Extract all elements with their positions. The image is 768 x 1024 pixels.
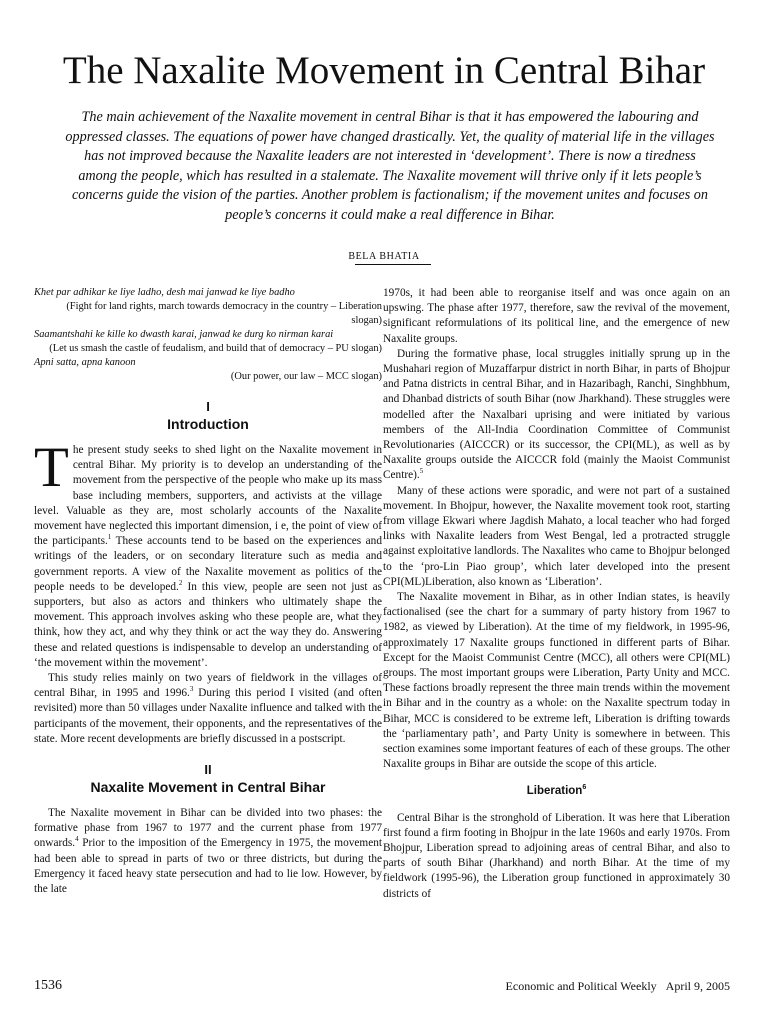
- epigraph-translation: (Let us smash the castle of feudalism, and build that of democracy – PU slogan): [49, 343, 382, 354]
- footnote-ref: 4: [75, 835, 79, 844]
- footnote-ref: 5: [419, 467, 424, 476]
- abstract: The main achievement of the Naxalite movement in central Bihar is that it has empowered the labouring and oppressed classes. The equations of power have changed drastically. Yet, the quality of material life in the villages has not improved because the Naxalite leaders are not interested in ‘development’. There is now a tiredness among the people, which has resulted in a stalemate. The Naxalite movement will thrive only if it lets people’s concerns guide the vision of the parties. Another problem is factionalism; if the movement unites and focuses on people’s concerns it could make a real difference in Bihar.: [65, 109, 715, 223]
- paragraph: During the formative phase, local struggles initially sprung up in the Mushahari region of Muzaffarpur district in north Bihar, in parts of Bhojpur and Patna districts in central Bihar, and in Hazaribagh, Ranchi, Singhbhum, and Dhanbad districts of south Bihar (now Jharkhand). These struggles were modelled after the Naxalbari uprising and were initiated by various members of the All-India Coordination Committee of Communist Revolutionaries (AICCCR) or its successor, the CPI(ML), as well as by Naxalite groups outside the AICCCR fold (mainly the Maoist Communist Centre).$^5$: [383, 347, 730, 482]
- right-column: [383, 286, 730, 902]
- footnote-ref: 2: [178, 579, 183, 588]
- left-column: [34, 286, 382, 897]
- author-underline: [355, 264, 431, 265]
- article-title: The Naxalite Movement in Central Bihar: [62, 49, 706, 92]
- epigraph-translation: (Our power, our law – MCC slogan): [230, 371, 382, 382]
- paragraph: The present study seeks to shed light on the Naxalite movement in central Bihar. My priority is to develop an understanding of the movement from the perspective of the people who make up its mass base including members, supporters, and activists at the village level. Valuable as they are, most scholarly accounts of the Naxalite movement have neglected this important dimension, i e, the point of view of the participants.$^1$ These accounts tend to be based on the experiences and writings of the leaders, or on secondary literature such as media and government reports. A view of the Naxalite movement as politics of the people needs to be developed.$^2$ In this view, people are seen not just as supporters, but also as actors and thinkers who ultimately shape the movement. This approach involves asking who these people are, what they think, how they act, and why they think or act the way they do. Answering these and related questions is indispensable to develop an understanding of ‘the movement within the movement’.: [34, 436, 383, 669]
- journal-name: Economic and Political Weekly: [505, 979, 657, 993]
- paragraph: Central Bihar is the stronghold of Liberation. It was here that Liberation first found a firm footing in Bhojpur in the late 1960s and early 1970s. From Bhojpur, Liberation spread to adjoining areas of central Bihar, and also to parts of south Bihar (Jharkhand) and north Bihar. At the time of my fieldwork (1995-96), the Liberation group functioned in approximately 30 districts of: [383, 811, 730, 900]
- section-number: I: [206, 399, 210, 414]
- epigraph-slogan: Khet par adhikar ke liye ladho, desh mai janwad ke liye badho: [34, 287, 295, 298]
- author-name: BELA BHATIA: [348, 251, 420, 262]
- footnote-ref: 3: [189, 685, 194, 694]
- epigraph: [34, 286, 382, 384]
- epigraph-slogan: Saamantshahi ke kille ko dwasth karai, janwad ke durg ko nirman karai: [34, 329, 334, 340]
- epigraph-translation: (Fight for land rights, march towards democracy in the country – Liberation slogan): [66, 301, 382, 326]
- journal-footer: [506, 978, 730, 994]
- section-number: II: [204, 762, 212, 778]
- paragraph: This study relies mainly on two years of fieldwork in the villages of central Bihar, in 1995 and 1996.$^3$ During this period I visited (and often revisited) more than 50 villages under Naxalite influence and talked with the participants of the movement, their opponents, and the representatives of the state. More recent developments are briefly discussed in a postscript.: [34, 672, 382, 745]
- section-heading: Naxalite Movement in Central Bihar: [90, 779, 326, 796]
- paragraph: The Naxalite movement in Bihar can be divided into two phases: the formative phase from 1967 to 1977 and the current phase from 1977 onwards.$^4$ Prior to the imposition of the Emergency in 1975, the movement had been able to spread in parts of two or three districts, but during the Emergency it faced heavy state persecution and had to lie low. However, by the late: [34, 807, 382, 896]
- paragraph: The Naxalite movement in Bihar, as in other Indian states, is heavily factionalised (see the chart for a summary of party history from 1967 to 1982, as viewed by Liberation). At the time of my fieldwork, in 1995-96, approximately 17 Naxalite groups functioned in different parts of Bihar. Except for the Maoist Communist Centre (MCC), all others were CPI(ML) groups. The most important groups were Liberation, Party Unity and MCC. These factions broadly represent the three main trends within the movement in Bihar and in the country as a whole: on the Naxalite spectrum today in Bihar, MCC is considered to be extreme left, Liberation is drifting towards the ‘parliamentary path’, and Party Unity is somewhere in between. This section examines some important features of each of these groups. The other Naxalite groups in Bihar are outside the scope of this article.: [383, 591, 730, 771]
- page-number: 1536: [34, 978, 62, 993]
- subsection-heading: Liberation$^6$: [526, 783, 587, 797]
- issue-date: April 9, 2005: [665, 979, 730, 993]
- footnote-ref: 6: [582, 783, 587, 791]
- paragraph: Many of these actions were sporadic, and were not part of a sustained movement. In Bhojpur, however, the Naxalite movement took root, starting from village Ekwari where Jagdish Mahato, a local teacher who had forged links with Naxalite leaders from West Bengal, led a protracted struggle against exploitative landlords. The Naxalites who came to Bhojpur belonged to the ‘pro-Lin Piao group’, which later developed into the present CPI(ML)Liberation, also known as ‘Liberation’.: [383, 484, 730, 588]
- drop-cap: T: [34, 436, 69, 499]
- footnote-ref: 1: [107, 533, 112, 542]
- paragraph: 1970s, it had been able to reorganise itself and was once again on an upswing. The phase after 1977, therefore, saw the revival of the movement, significant reformulations of its political line, and the emergence of new Naxalite groups.: [383, 287, 730, 345]
- epigraph-slogan: Apni satta, apna kanoon: [34, 357, 136, 368]
- section-heading: Introduction: [167, 416, 249, 432]
